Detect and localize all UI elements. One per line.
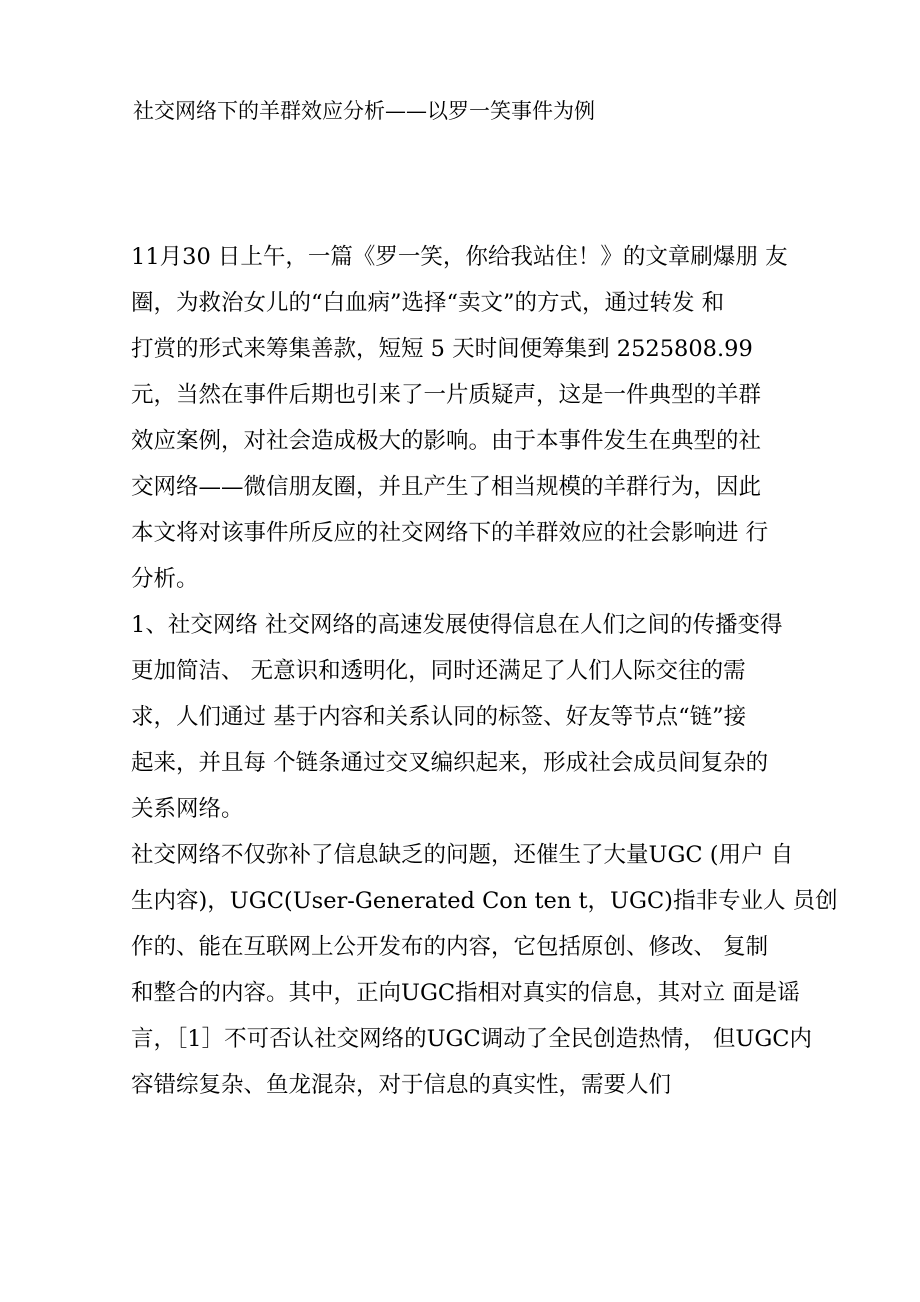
text-line: 求，人们通过 基于内容和关系认同的标签、好友等节点“链”接 bbox=[131, 704, 747, 730]
document-title: 社交网络下的羊群效应分析——以罗一笑事件为例 bbox=[133, 99, 595, 123]
text-line: 交网络——微信朋友圈，并且产生了相当规模的羊群行为，因此 bbox=[131, 474, 762, 500]
text-line: 言，［1］不可否认社交网络的UGC调动了全民创造热情， 但UGC内 bbox=[131, 1026, 813, 1052]
text-line: 打赏的形式来筹集善款，短短 5 天时间便筹集到 2525808.99 bbox=[131, 336, 753, 362]
document-body bbox=[131, 234, 838, 1108]
text-line: 元，当然在事件后期也引来了一片质疑声，这是一件典型的羊群 bbox=[131, 382, 762, 408]
text-line: 1、社交网络 社交网络的高速发展使得信息在人们之间的传播变得 bbox=[131, 612, 783, 638]
text-line: 和整合的内容。其中，正向UGC指相对真实的信息，其对立 面是谣 bbox=[131, 980, 800, 1006]
text-line: 效应案例，对社会造成极大的影响。由于本事件发生在典型的社 bbox=[131, 428, 762, 454]
text-line: 关系网络。 bbox=[131, 796, 244, 822]
text-line: 起来，并且每 个链条通过交叉编织起来，形成社会成员间复杂的 bbox=[131, 750, 769, 776]
text-line: 生内容)，UGC(User-Generated Con ten t，UGC)指非专业人 员创 bbox=[131, 888, 838, 914]
text-line: 容错综复杂、鱼龙混杂，对于信息的真实性，需要人们 bbox=[131, 1072, 672, 1098]
text-line: 更加简洁、 无意识和透明化，同时还满足了人们人际交往的需 bbox=[131, 658, 746, 684]
text-line: 本文将对该事件所反应的社交网络下的羊群效应的社会影响进 行 bbox=[131, 520, 769, 546]
text-line: 11月30 日上午，一篇《罗一笑，你给我站住！》的文章刷爆朋 友 bbox=[131, 244, 788, 270]
text-line: 圈，为救治女儿的“白血病”选择“卖文”的方式，通过转发 和 bbox=[131, 290, 725, 316]
text-line: 分析。 bbox=[131, 566, 199, 592]
text-line: 社交网络不仅弥补了信息缺乏的问题，还催生了大量UGC (用户 自 bbox=[131, 842, 794, 868]
text-line: 作的、能在互联网上公开发布的内容，它包括原创、修改、 复制 bbox=[131, 934, 769, 960]
